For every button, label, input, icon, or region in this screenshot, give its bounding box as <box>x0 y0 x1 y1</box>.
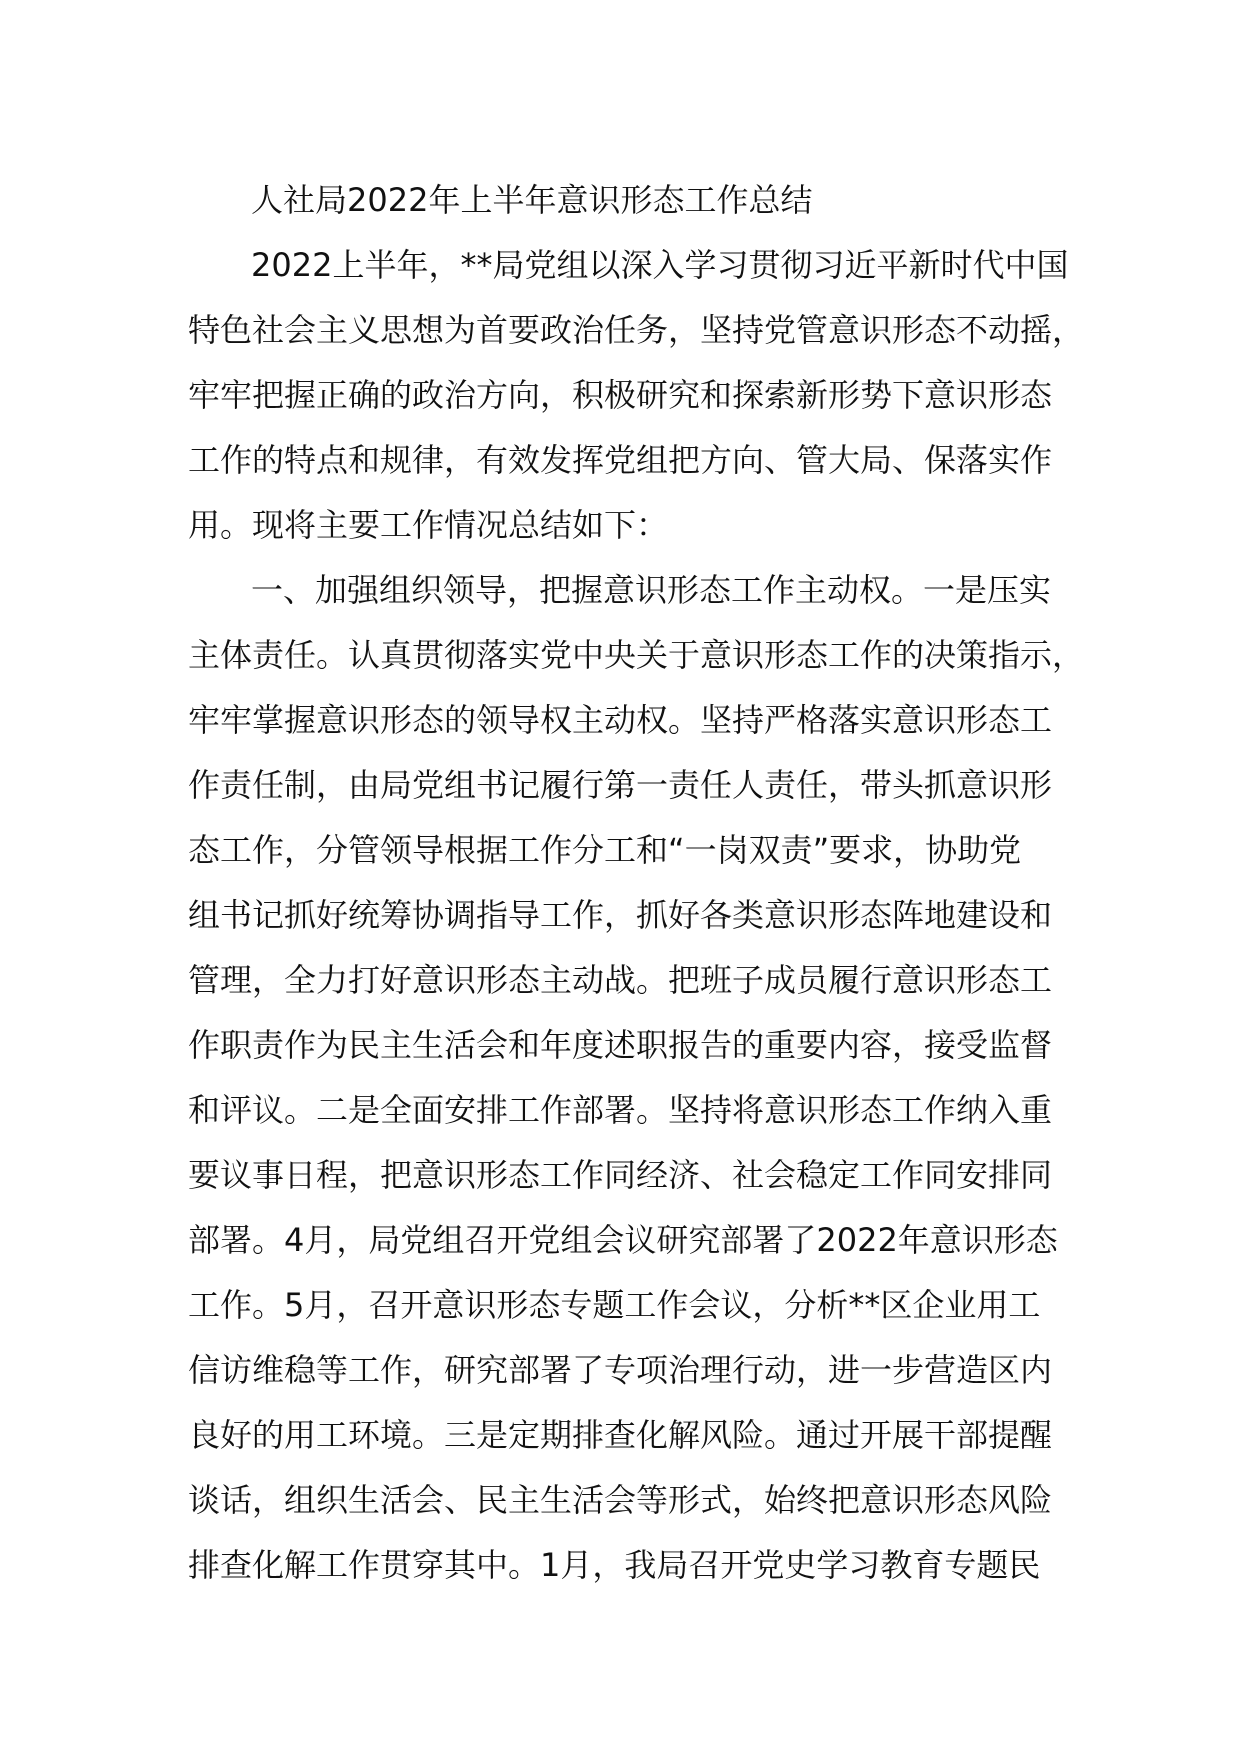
paragraph-line: 2022上半年，**局党组以深入学习贯彻习近平新时代中国 <box>251 246 1069 284</box>
paragraph-line: 态工作，分管领导根据工作分工和“一岗双责”要求，协助党 <box>188 831 1022 869</box>
paragraph-line: 牢牢掌握意识形态的领导权主动权。坚持严格落实意识形态工 <box>188 701 1053 739</box>
paragraph-line: 一、加强组织领导，把握意识形态工作主动权。一是压实 <box>251 571 1052 609</box>
paragraph-line: 作责任制，由局党组书记履行第一责任人责任，带头抓意识形 <box>188 766 1053 804</box>
paragraph-line: 组书记抓好统筹协调指导工作，抓好各类意识形态阵地建设和 <box>188 896 1053 934</box>
paragraph-line: 谈话，组织生活会、民主生活会等形式，始终把意识形态风险 <box>188 1481 1053 1519</box>
document-title: 人社局2022年上半年意识形态工作总结 <box>251 181 813 219</box>
paragraph-line: 牢牢把握正确的政治方向，积极研究和探索新形势下意识形态 <box>188 376 1053 414</box>
paragraph-line: 良好的用工环境。三是定期排查化解风险。通过开展干部提醒 <box>188 1416 1053 1454</box>
paragraph-line: 用。现将主要工作情况总结如下： <box>188 506 669 544</box>
paragraph-line: 排查化解工作贯穿其中。1月，我局召开党史学习教育专题民 <box>188 1546 1041 1584</box>
paragraph-line: 管理，全力打好意识形态主动战。把班子成员履行意识形态工 <box>188 961 1053 999</box>
paragraph-line: 特色社会主义思想为首要政治任务，坚持党管意识形态不动摇， <box>188 311 1085 349</box>
paragraph-line: 工作的特点和规律，有效发挥党组把方向、管大局、保落实作 <box>188 441 1053 479</box>
paragraph-line: 信访维稳等工作，研究部署了专项治理行动，进一步营造区内 <box>188 1351 1053 1389</box>
paragraph-line: 部署。4月，局党组召开党组会议研究部署了2022年意识形态 <box>188 1221 1058 1259</box>
paragraph-line: 作职责作为民主生活会和年度述职报告的重要内容，接受监督 <box>188 1026 1053 1064</box>
paragraph-line: 要议事日程，把意识形态工作同经济、社会稳定工作同安排同 <box>188 1156 1053 1194</box>
paragraph-line: 工作。5月，召开意识形态专题工作会议，分析**区企业用工 <box>188 1286 1041 1324</box>
paragraph-line: 和评议。二是全面安排工作部署。坚持将意识形态工作纳入重 <box>188 1091 1053 1129</box>
paragraph-line: 主体责任。认真贯彻落实党中央关于意识形态工作的决策指示， <box>188 636 1085 674</box>
document-body <box>188 168 1088 1598</box>
